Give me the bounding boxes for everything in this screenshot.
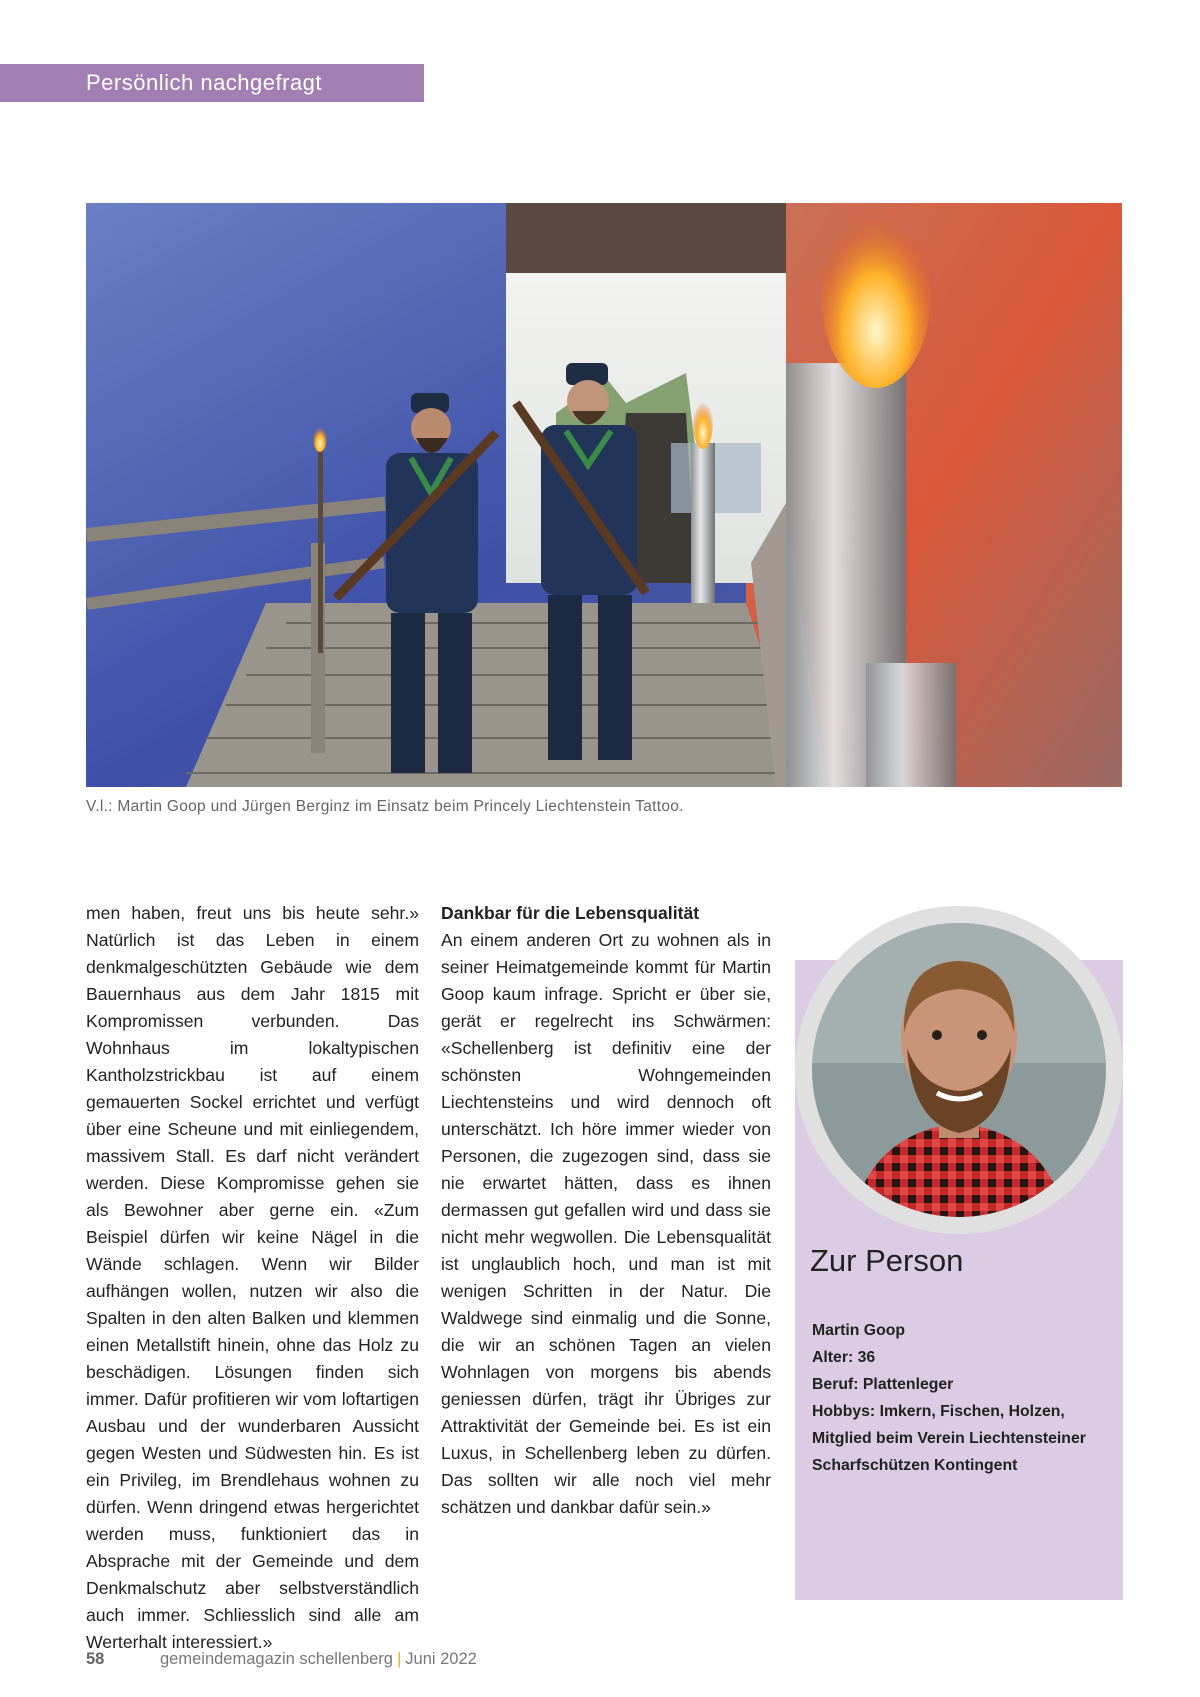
article-subheading: Dankbar für die Lebensqualität (441, 903, 700, 923)
article-column-1 (86, 900, 419, 1656)
photo-caption: V.l.: Martin Goop und Jürgen Berginz im Einsatz beim Princely Liechtenstein Tattoo. (86, 798, 684, 815)
section-tag: Persönlich nachgefragt (0, 64, 424, 102)
person-hobbies-cont: Scharfschützen Kontingent (812, 1457, 1018, 1474)
article-column-2 (441, 900, 771, 1521)
portrait-photo (812, 923, 1106, 1217)
article-paragraph: men haben, freut uns bis heute sehr.» Natürlich ist das Leben in einem denkmalgeschützten Gebäude wie dem Bauernhaus aus dem Jahr 1815 mit Kompromissen verbunden. Das Wohnhaus im lokaltypischen Kantholzstrickbau ist auf einem gemauerten Sockel errichtet und verfügt über eine Scheune und mit einliegendem, massivem Stall. Es darf nicht verändert werden. Diese Kompromisse gehen sie als Bewohner aber gerne ein. «Zum Beispiel dürfen wir keine Nägel in die Wände schlagen. Wenn wir Bilder aufhängen wollen, nutzen wir also die Spalten in den alten Balken und klemmen einen Metallstift hinein, ohne das Holz zu beschädigen. Lösungen finden sich immer. Dafür profitieren wir vom loftartigen Ausbau und der wunderbaren Aussicht gegen Westen und Südwesten hin. Es ist ein Privileg, im Brendlehaus wohnen zu dürfen. Wenn dringend etwas hergerichtet werden muss, funktioniert das in Absprache mit der Gemeinde und dem Denkmalschutz aber selbstverständlich auch immer. Schliesslich sind alle am Werterhalt interessiert.» (86, 903, 419, 1652)
page-footer (86, 1650, 477, 1669)
person-section-title: Zur Person (810, 1243, 964, 1278)
photo-illustration (86, 203, 1122, 787)
feature-photo (86, 203, 1122, 787)
article-paragraph: An einem anderen Ort zu wohnen als in seiner Heimatgemeinde kommt für Martin Goop kaum infrage. Spricht er über sie, gerät er regelrecht ins Schwärmen: «Schellenberg ist definitiv eine der schönsten Wohngemeinden Liechtensteins und wird dennoch oft unterschätzt. Ich höre immer wieder von Personen, die zugezogen sind, dass sie nie erwartet hätten, dass es ihnen dermassen gut gefallen wird und dass sie nicht mehr wegwollen. Die Lebensqualität ist unglaublich hoch, und man ist mit wenigen Schritten in der Natur. Die Waldwege sind einmalig und die Sonne, die wir an schönen Tagen an vielen Wohnlagen von morgens bis abends geniessen dürfen, trägt ihr Übriges zur Attraktivität der Gemeinde bei. Es ist ein Luxus, in Schellenberg leben zu dürfen. Das sollten wir alle noch viel mehr schätzen und dankbar dafür sein.» (441, 930, 771, 1517)
person-name: Martin Goop (812, 1322, 906, 1339)
person-hobbies: Hobbys: Imkern, Fischen, Holzen, (812, 1403, 1065, 1420)
person-job: Beruf: Plattenleger (812, 1376, 954, 1393)
portrait-illustration (812, 923, 1106, 1217)
person-hobbies-cont: Mitglied beim Verein Liechtensteiner (812, 1430, 1086, 1447)
magazine-name: gemeindemagazin schellenberg (160, 1650, 393, 1668)
person-age: Alter: 36 (812, 1349, 876, 1366)
person-facts (812, 1317, 1086, 1479)
page-number: 58 (86, 1650, 105, 1668)
issue-date: Juni 2022 (405, 1650, 477, 1668)
footer-separator: | (396, 1650, 402, 1668)
